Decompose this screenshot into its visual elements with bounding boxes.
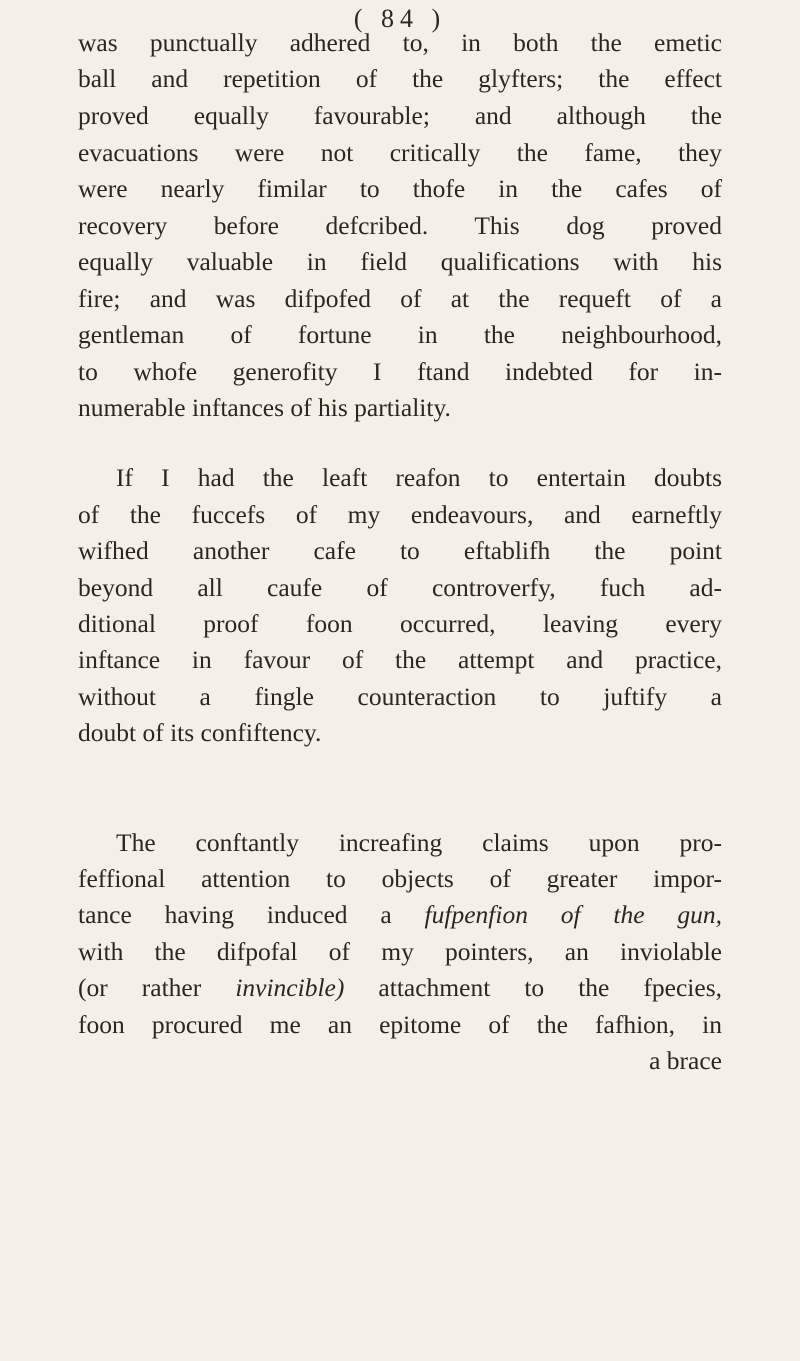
text-line: of the fuccefs of my endeavours, and earneftly: [78, 500, 722, 529]
text-line: doubt of its confiftency.: [78, 718, 322, 747]
text-line: evacuations were not critically the fame, they: [78, 138, 722, 167]
text-line: were nearly fimilar to thofe in the cafes of: [78, 174, 722, 203]
text-line: recovery before defcribed. This dog proved: [78, 211, 722, 240]
italic-span: fufpenfion of the gun,: [424, 900, 723, 929]
text-line: equally valuable in field qualifications with his: [78, 247, 722, 276]
text-line: wifhed another cafe to eftablifh the point: [78, 536, 722, 565]
text-line: proved equally favourable; and although the: [78, 101, 722, 130]
text-line: [78, 973, 722, 1003]
text-line: foon procured me an epitome of the fafhion, in: [78, 1010, 722, 1039]
text-line: gentleman of fortune in the neighbourhood,: [78, 320, 722, 349]
text-span: attachment to the fpecies,: [378, 973, 723, 1002]
text-line: inftance in favour of the attempt and practice,: [78, 645, 722, 674]
italic-span: invincible): [235, 973, 345, 1002]
page-number: ( 84 ): [353, 4, 447, 33]
text-line: fire; and was difpofed of at the requeft of a: [78, 284, 722, 313]
catchword: a brace: [649, 1046, 722, 1075]
text-line: [78, 900, 722, 930]
text-line: If I had the leaft reafon to entertain doubts: [116, 463, 722, 492]
text-line: to whofe generofity I ftand indebted for in-: [78, 357, 722, 386]
text-line: feffional attention to objects of greater impor-: [78, 864, 722, 893]
text-span: (or rather: [78, 973, 202, 1002]
text-line: beyond all caufe of controverfy, fuch ad-: [78, 573, 722, 602]
text-span: tance having induced a: [78, 900, 392, 929]
text-line: without a fingle counteraction to juftify a: [78, 682, 722, 711]
text-line: with the difpofal of my pointers, an inviolable: [78, 937, 722, 966]
text-line: ditional proof foon occurred, leaving every: [78, 609, 722, 638]
text-line: ball and repetition of the glyfters; the effect: [78, 64, 722, 93]
text-line: The conftantly increafing claims upon pro-: [116, 828, 722, 857]
text-line: was punctually adhered to, in both the emetic: [78, 28, 722, 57]
text-line: numerable inftances of his partiality.: [78, 393, 451, 422]
